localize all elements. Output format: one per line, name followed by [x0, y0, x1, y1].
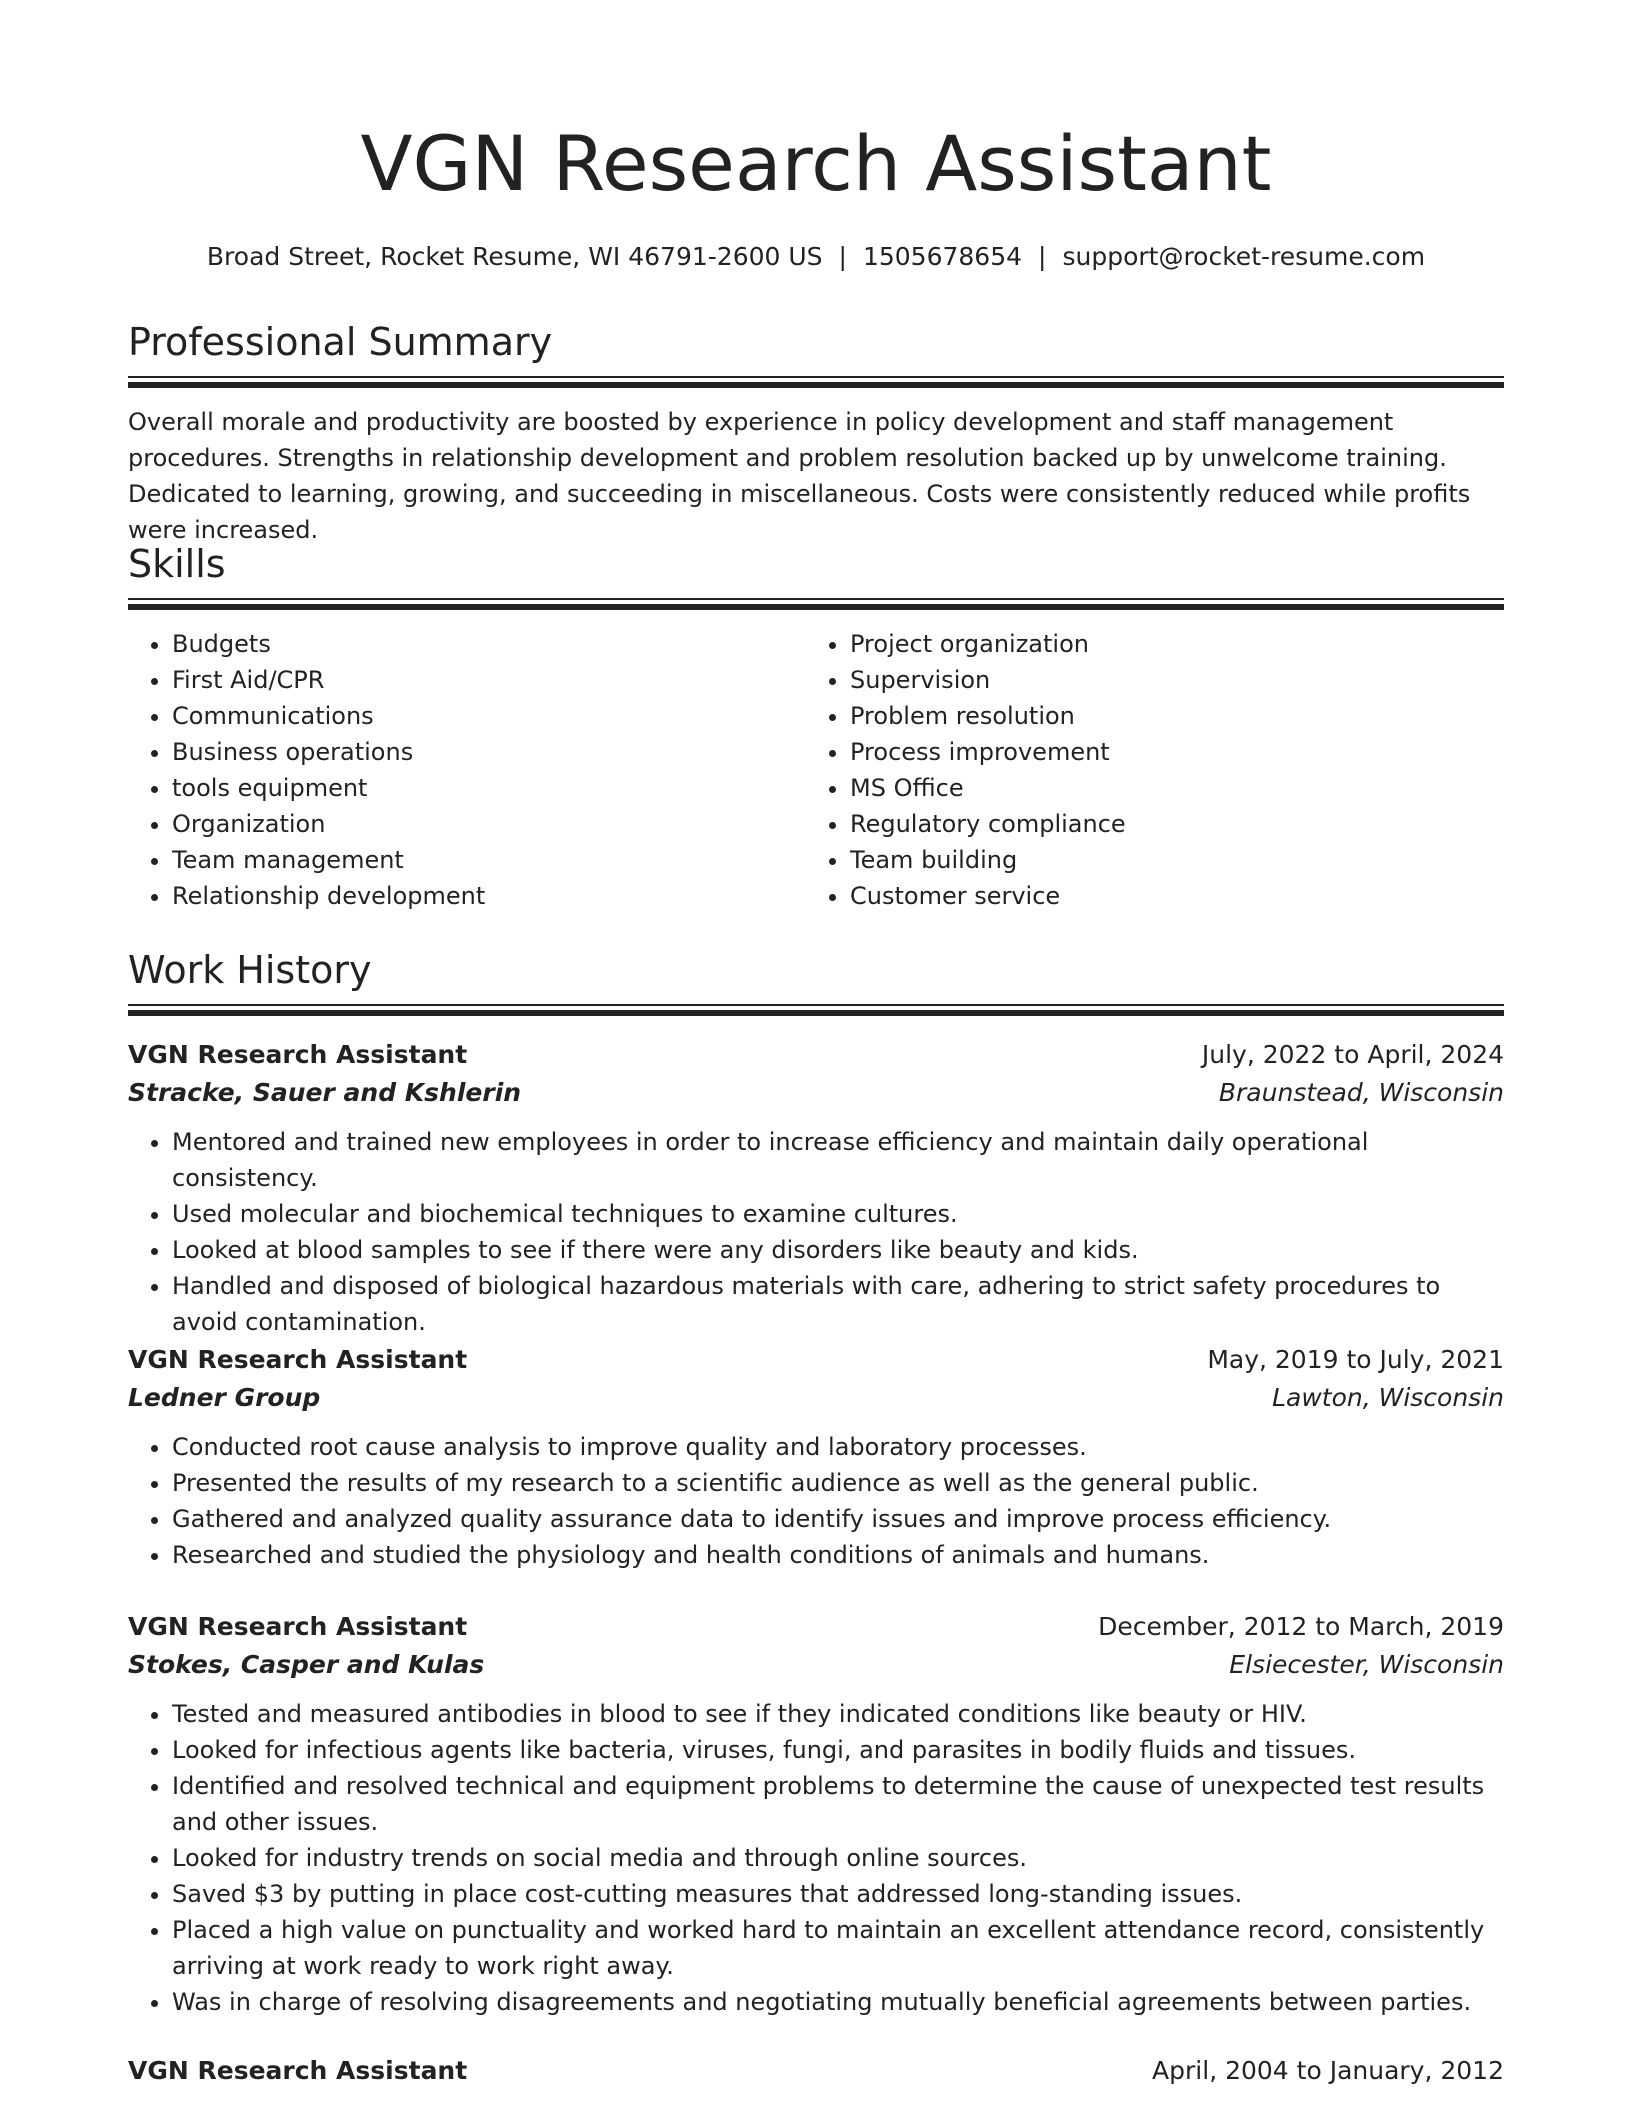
list-item: • Used molecular and biochemical techniques to examine cultures.	[172, 1196, 1504, 1232]
list-item: • Looked for infectious agents like bacteria, viruses, fungi, and parasites in bodily fluids and tissues.	[172, 1732, 1504, 1768]
job-dates: May, 2019 to July, 2021	[1207, 1345, 1504, 1374]
skills-columns	[128, 626, 1504, 914]
summary-title: Professional Summary	[128, 320, 553, 364]
job-company: Stracke, Sauer and Kshlerin	[128, 1078, 522, 1107]
list-item: • MS Office	[850, 770, 1484, 806]
job-entry	[128, 1036, 1504, 1340]
job-company: Stokes, Casper and Kulas	[128, 1650, 485, 1679]
job-dates: July, 2022 to April, 2024	[1201, 1040, 1504, 1069]
job-title: VGN Research Assistant	[128, 1040, 468, 1069]
contact-separator: |	[838, 242, 847, 271]
list-item: • Problem resolution	[850, 698, 1484, 734]
section-divider	[128, 598, 1504, 610]
list-item: • Supervision	[850, 662, 1484, 698]
list-item: • Communications	[172, 698, 806, 734]
contact-phone: 1505678654	[862, 242, 1023, 271]
list-item: • Gathered and analyzed quality assurance data to identify issues and improve process efficiency.	[172, 1501, 1504, 1537]
skills-list-left	[128, 626, 806, 914]
list-item: • Saved $3 by putting in place cost-cutting measures that addressed long-standing issues.	[172, 1876, 1504, 1912]
list-item: • Handled and disposed of biological hazardous materials with care, adhering to strict safety procedures to avoid contamination.	[172, 1268, 1504, 1340]
section-divider	[128, 1004, 1504, 1016]
job-dates: December, 2012 to March, 2019	[1098, 1612, 1504, 1641]
job-title: VGN Research Assistant	[128, 1345, 468, 1374]
list-item: • Process improvement	[850, 734, 1484, 770]
list-item: • Was in charge of resolving disagreements and negotiating mutually beneficial agreements between parties.	[172, 1984, 1504, 2020]
skills-section	[128, 540, 1504, 914]
contact-line	[128, 240, 1504, 274]
list-item: • Customer service	[850, 878, 1484, 914]
job-entry	[128, 1608, 1504, 2020]
job-company: Ledner Group	[128, 1383, 321, 1412]
list-item: • Conducted root cause analysis to improve quality and laboratory processes.	[172, 1429, 1504, 1465]
summary-section	[128, 318, 1504, 548]
list-item: • Placed a high value on punctuality and worked hard to maintain an excellent attendance record, consistently arriving at work ready to work right away.	[172, 1912, 1504, 1984]
list-item: • Regulatory compliance	[850, 806, 1484, 842]
job-dates: April, 2004 to January, 2012	[1152, 2056, 1504, 2085]
list-item: • Researched and studied the physiology and health conditions of animals and humans.	[172, 1537, 1504, 1573]
contact-email: support@rocket-resume.com	[1062, 242, 1426, 271]
list-item: • Project organization	[850, 626, 1484, 662]
list-item: • Looked for industry trends on social media and through online sources.	[172, 1840, 1504, 1876]
work-section	[128, 946, 1504, 1016]
job-location: Elsiecester, Wisconsin	[1229, 1650, 1504, 1679]
job-entry	[128, 1341, 1504, 1573]
job-bullets	[128, 1696, 1504, 2020]
list-item: • Identified and resolved technical and equipment problems to determine the cause of unexpected test results and other issues.	[172, 1768, 1504, 1840]
summary-text: Overall morale and productivity are boosted by experience in policy development and staff management procedures. Strengths in relationship development and problem resolution backed up by unwelcome training. Dedicated to learning, growing, and succeeding in miscellaneous. Costs were consistently reduced while profits were increased.	[128, 408, 1471, 544]
section-divider	[128, 376, 1504, 388]
list-item: • Tested and measured antibodies in blood to see if they indicated conditions like beauty or HIV.	[172, 1696, 1504, 1732]
list-item: • Organization	[172, 806, 806, 842]
job-title: VGN Research Assistant	[128, 1612, 468, 1641]
resume-name: VGN Research Assistant	[360, 119, 1272, 208]
list-item: • Budgets	[172, 626, 806, 662]
contact-address: Broad Street, Rocket Resume, WI 46791-2600 US	[206, 242, 823, 271]
contact-separator: |	[1038, 242, 1047, 271]
job-location: Lawton, Wisconsin	[1272, 1383, 1504, 1412]
list-item: • Business operations	[172, 734, 806, 770]
job-location: Braunstead, Wisconsin	[1218, 1078, 1504, 1107]
list-item: • tools equipment	[172, 770, 806, 806]
list-item: • Presented the results of my research to a scientific audience as well as the general public.	[172, 1465, 1504, 1501]
list-item: • Team building	[850, 842, 1484, 878]
job-entry	[128, 2052, 1504, 2090]
job-bullets	[128, 1124, 1504, 1340]
list-item: • First Aid/CPR	[172, 662, 806, 698]
list-item: • Looked at blood samples to see if there were any disorders like beauty and kids.	[172, 1232, 1504, 1268]
list-item: • Team management	[172, 842, 806, 878]
work-title: Work History	[128, 948, 372, 992]
job-title: VGN Research Assistant	[128, 2056, 468, 2085]
list-item: • Relationship development	[172, 878, 806, 914]
list-item: • Mentored and trained new employees in order to increase efficiency and maintain daily operational consistency.	[172, 1124, 1504, 1196]
skills-list-right	[806, 626, 1484, 914]
skills-title: Skills	[128, 542, 226, 586]
job-bullets	[128, 1429, 1504, 1573]
